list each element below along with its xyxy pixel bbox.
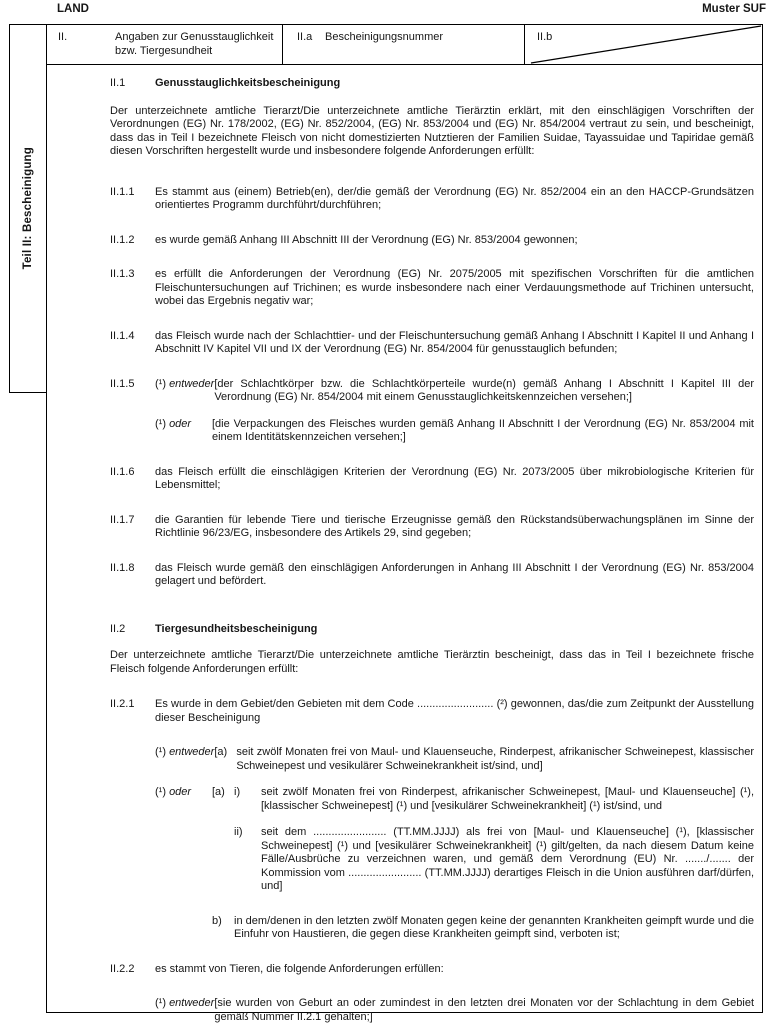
item-II1-4 bbox=[110, 330, 754, 357]
item-text: das Fleisch wurde nach der Schlachttier- und der Fleischuntersuchung gemäß Anhang I Abschnitt I Kapitel II und Anhang I Abschnitt IV Kapitel VII und IX der Verordnung (EG) Nr. 854/2004 für genusstauglich befunden; bbox=[155, 329, 754, 355]
condition-label bbox=[155, 786, 212, 800]
certificate-table bbox=[46, 24, 763, 1023]
footnote-marker: (¹) bbox=[155, 746, 166, 758]
item-II2-1-oder-a-i bbox=[110, 786, 754, 813]
option-text: seit zwölf Monaten frei von Maul- und Klauenseuche, Rinderpest, afrikanischer Schweinepest, klassischer Schweinepest und vesikulärer Schweinekrankheit ist/sind, und] bbox=[236, 746, 754, 772]
item-text: Es wurde in dem Gebiet/den Gebieten mit dem Code ......................... (²) gewonnen, das/die zum Zeitpunkt der Ausstellung dieser Bescheinigung bbox=[155, 698, 754, 724]
footnote-marker: (¹) bbox=[155, 786, 166, 798]
item-II1-5-entweder bbox=[110, 378, 754, 405]
list-label-a: [a) bbox=[212, 786, 225, 798]
condition-word: entweder bbox=[169, 377, 215, 390]
section-roman-num: II. bbox=[58, 31, 68, 43]
item-number: II.1.5 bbox=[110, 377, 135, 390]
item-number: II.1.1 bbox=[110, 185, 135, 198]
item-text: Es stammt aus (einem) Betrieb(en), der/die gemäß der Verordnung (EG) Nr. 852/2004 ein an den HACCP-Grundsätzen orientiertes Programm durchführt/durchführen; bbox=[155, 185, 754, 211]
item-II2-2 bbox=[110, 963, 754, 977]
cert-number-label: Bescheinigungsnummer bbox=[325, 31, 444, 43]
header-cell-certificate-number bbox=[283, 25, 525, 64]
muster-suf-label: Muster SUF bbox=[702, 3, 766, 15]
item-II1-8 bbox=[110, 562, 754, 589]
option-text: seit dem ........................ (TT.MM.JJJJ) als frei von [Maul- und Klauenseuche] (¹), [klassischer Schweinepest] (¹) und [vesikulärer Schweinekrankheit] (¹) gilt/gelten, da nach diesem Datum keine Fälle/Ausbrüche zu verzeichnen waren, und gemäß dem Verordnung (EU) Nr. ......./....... der Kommission vom ........................ (TT.MM.JJJJ) derartiges Fleisch in die Union ausführen darf/dürfen, und] bbox=[261, 826, 754, 892]
intro-text: Der unterzeichnete amtliche Tierarzt/Die unterzeichnete amtliche Tierärztin erklärt, mit den einschlägigen Vorschriften der Verordnungen (EG) Nr. 178/2002, (EG) Nr. 852/2004, (EG) Nr. 853/2004 und (EG) Nr. 854/2004 vertraut zu sein, und bescheinigt, dass das in Teil I bezeichnete Fleisch von nicht domestizierten Nutztieren der Familien Suidae, Tayassuidae und Tapiridae gemäß diesen Vorschriften hergestellt wurde und insbesondere folgende Anforderungen erfüllt: bbox=[110, 104, 754, 157]
item-number: II.1.6 bbox=[110, 465, 135, 478]
condition-label bbox=[155, 378, 214, 392]
condition-word: entweder bbox=[169, 997, 215, 1009]
item-II2-2-entweder bbox=[110, 997, 754, 1024]
section-title: Tiergesundheitsbescheinigung bbox=[155, 622, 318, 635]
item-number: II.2 bbox=[110, 622, 126, 635]
header-cell-iib bbox=[525, 25, 762, 64]
item-II2-1 bbox=[110, 698, 754, 725]
item-number: II.1.2 bbox=[110, 233, 135, 246]
option-text: [sie wurden von Geburt an oder zumindest in den letzten drei Monaten vor der Schlachtung in dem Gebiet gemäß Nummer II.2.1 gehalten;] bbox=[214, 997, 754, 1023]
section-II2-title-row bbox=[110, 623, 754, 637]
item-text: das Fleisch wurde gemäß den einschlägigen Anforderungen in Anhang III Abschnitt I der Verordnung (EG) Nr. 853/2004 gelagert und befördert. bbox=[155, 561, 754, 587]
section-II1-title-row bbox=[110, 77, 754, 91]
land-label: LAND bbox=[57, 3, 89, 15]
item-number: II.1.4 bbox=[110, 329, 135, 342]
option-text: [der Schlachtkörper bzw. die Schlachtkörperteile wurde(n) gemäß Anhang I Abschnitt I Kapitel III der Verordnung (EG) Nr. 854/2004 mit einem Genusstauglichkeitskennzeichen versehen;] bbox=[214, 377, 754, 403]
condition-label bbox=[155, 746, 214, 760]
certificate-body bbox=[47, 65, 762, 1024]
section-title: Genusstauglichkeitsbescheinigung bbox=[155, 77, 341, 89]
item-number: II.1 bbox=[110, 77, 126, 89]
item-number: II.1.3 bbox=[110, 268, 135, 280]
item-II1-1 bbox=[110, 186, 754, 213]
item-II2-1-oder-a-ii bbox=[110, 826, 754, 894]
option-text: in dem/denen in den letzten zwölf Monaten gegen keine der genannten Krankheiten geimpft wurde und die Einfuhr von Haustieren, die gegen diese Krankheiten geimpft sind, verboten ist; bbox=[234, 914, 754, 940]
item-number: II.1.8 bbox=[110, 561, 135, 574]
condition-label bbox=[155, 997, 214, 1011]
item-text: es wurde gemäß Anhang III Abschnitt III der Verordnung (EG) Nr. 853/2004 gewonnen; bbox=[155, 233, 578, 246]
item-text: es stammt von Tieren, die folgende Anforderungen erfüllen: bbox=[155, 962, 444, 975]
condition-word: oder bbox=[169, 786, 192, 798]
part2-sidebar-label: Teil II: Bescheinigung bbox=[22, 147, 34, 270]
part2-sidebar bbox=[9, 24, 47, 393]
section-II2-intro bbox=[110, 649, 754, 676]
item-number: II.1.7 bbox=[110, 513, 135, 526]
list-label-a: [a) bbox=[214, 746, 228, 758]
section-II1-intro bbox=[110, 105, 754, 159]
section-label: Angaben zur Genusstauglichkeit bzw. Tiergesundheit bbox=[115, 31, 274, 57]
item-II1-2 bbox=[110, 234, 754, 248]
item-II1-3 bbox=[110, 268, 754, 309]
item-text: es erfüllt die Anforderungen der Verordnung (EG) Nr. 2075/2005 mit spezifischen Vorschriften für die amtlichen Fleischuntersuchungen auf Trichinen; es wurde insbesondere nach einer Verdauungsmethode auf Trichinen untersucht, wobei das Ergebnis negativ war; bbox=[155, 268, 754, 307]
table-header-row bbox=[47, 25, 762, 65]
condition-label bbox=[155, 418, 212, 432]
item-text: die Garantien für lebende Tiere und tierische Erzeugnisse gemäß den Rückstandsüberwachungsplänen im Sinne der Richtlinie 96/23/EG, insbesondere des Artikels 29, sind gegeben; bbox=[155, 513, 754, 539]
page-header bbox=[57, 3, 766, 16]
item-text: das Fleisch erfüllt die einschlägigen Kriterien der Verordnung (EG) Nr. 2073/2005 über mikrobiologische Kriterien für Lebensmittel; bbox=[155, 465, 754, 491]
header-cell-section bbox=[47, 25, 283, 64]
item-number: II.2.1 bbox=[110, 698, 135, 710]
intro-text: Der unterzeichnete amtliche Tierarzt/Die unterzeichnete amtliche Tierärztin bescheinigt, dass das in Teil I bezeichnete frische Fleisch folgende Anforderungen erfüllt: bbox=[110, 649, 754, 675]
item-II1-6 bbox=[110, 466, 754, 493]
footnote-marker: (¹) bbox=[155, 417, 166, 430]
cert-number-num: II.a bbox=[297, 31, 313, 43]
item-II2-1-b bbox=[110, 915, 754, 942]
footnote-marker: (¹) bbox=[155, 377, 166, 390]
option-text: [die Verpackungen des Fleisches wurden gemäß Anhang II Abschnitt I der Verordnung (EG) Nr. 853/2004 mit einem Identitätskennzeichen versehen;] bbox=[212, 417, 754, 443]
item-number: II.2.2 bbox=[110, 962, 135, 975]
option-text: seit zwölf Monaten frei von Rinderpest, afrikanischer Schweinepest, [Maul- und Klauenseuche] (¹), [klassischer Schweinepest] (¹) und [vesikulärer Schweinekrankheit] (¹) ist/sind, und bbox=[261, 786, 754, 812]
iib-diagonal-line bbox=[525, 25, 762, 64]
item-II1-5-oder bbox=[110, 418, 754, 445]
item-II2-1-entweder-a bbox=[110, 746, 754, 773]
item-II1-7 bbox=[110, 514, 754, 541]
footnote-marker: (¹) bbox=[155, 997, 166, 1009]
condition-word: oder bbox=[169, 417, 192, 430]
list-label-i: i) bbox=[234, 786, 241, 798]
condition-word: entweder bbox=[169, 746, 215, 758]
list-label-ii: ii) bbox=[234, 826, 243, 838]
iib-label: II.b bbox=[537, 31, 553, 43]
list-label-b: b) bbox=[212, 914, 222, 927]
